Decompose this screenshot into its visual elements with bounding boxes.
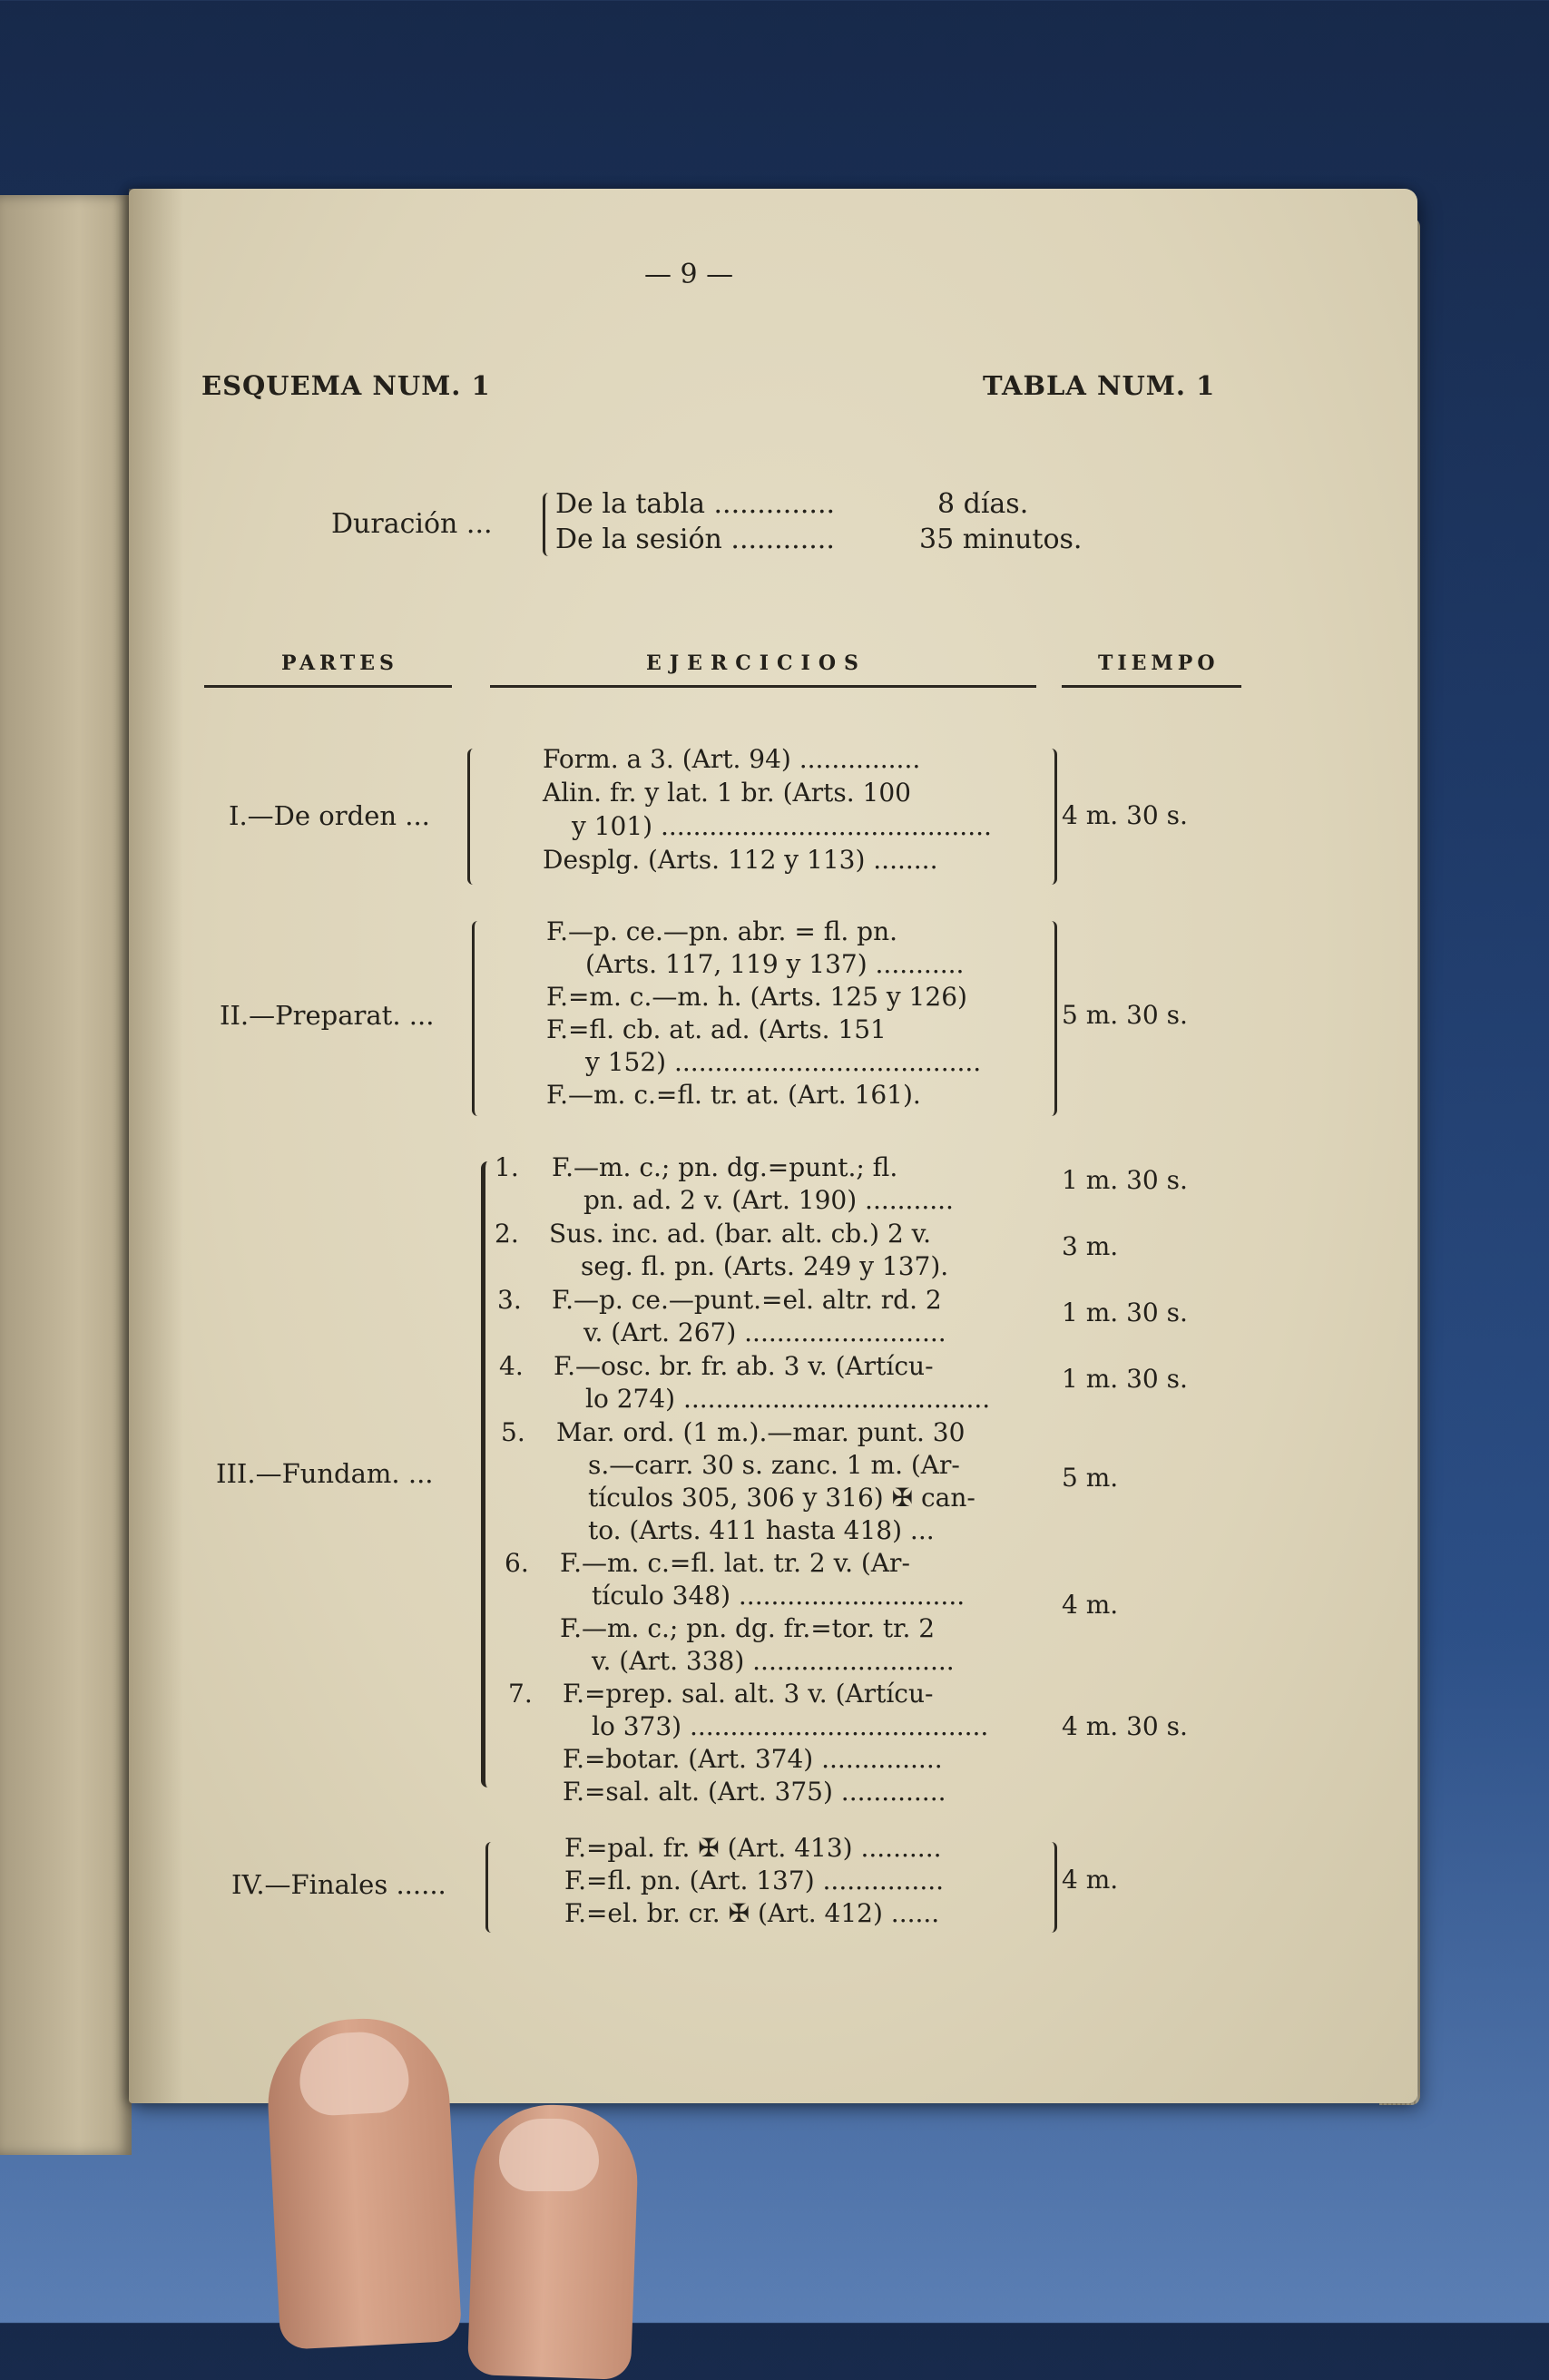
exercise-line: lo 373) .....................................: [592, 1711, 989, 1741]
exercise-line: F.=fl. cb. at. ad. (Arts. 151: [546, 1014, 887, 1044]
time-value: 1 m. 30 s.: [1062, 1165, 1188, 1195]
time-value: 4 m. 30 s.: [1062, 1711, 1188, 1741]
exercise-line: Form. a 3. (Art. 94) ...............: [543, 744, 921, 774]
item-number: 5.: [501, 1417, 525, 1447]
exercise-line: tículos 305, 306 y 316) ✠ can-: [588, 1483, 975, 1513]
exercise-line: F.—m. c.; pn. dg. fr.=tor. tr. 2: [560, 1613, 936, 1643]
time-value: 5 m.: [1062, 1463, 1119, 1493]
exercise-line: to. (Arts. 411 hasta 418) ...: [588, 1515, 935, 1545]
exercise-line: F.—p. ce.—pn. abr. = fl. pn.: [546, 916, 898, 946]
exercise-line: F.=m. c.—m. h. (Arts. 125 y 126): [546, 982, 967, 1012]
part-label: II.—Preparat. ...: [220, 1000, 435, 1031]
left-brace: [472, 921, 484, 1116]
item-number: 1.: [495, 1152, 519, 1182]
item-number: 7.: [508, 1679, 533, 1709]
exercise-line: (Arts. 117, 119 y 137) ...........: [585, 949, 965, 979]
exercise-line: seg. fl. pn. (Arts. 249 y 137).: [581, 1251, 949, 1281]
time-value: 3 m.: [1062, 1231, 1119, 1261]
rule-parts: [204, 685, 452, 688]
part-label: III.—Fundam. ...: [216, 1458, 434, 1489]
item-number: 2.: [495, 1219, 519, 1249]
exercise-line: F.—osc. br. fr. ab. 3 v. (Artícu-: [554, 1351, 934, 1381]
exercise-line: F.=el. br. cr. ✠ (Art. 412) ......: [564, 1898, 940, 1928]
duration-session-text: De la sesión ............: [555, 524, 835, 555]
right-brace: [1045, 1842, 1057, 1933]
exercise-line: Sus. inc. ad. (bar. alt. cb.) 2 v.: [549, 1219, 932, 1249]
exercise-line: F.—m. c.=fl. tr. at. (Art. 161).: [546, 1080, 921, 1110]
item-number: 3.: [497, 1285, 522, 1315]
exercise-line: y 101) .........................................: [572, 811, 992, 841]
left-brace: [481, 1161, 495, 1787]
column-header-parts: PARTES: [281, 651, 398, 675]
exercise-line: pn. ad. 2 v. (Art. 190) ...........: [583, 1185, 954, 1215]
part-label: IV.—Finales ......: [231, 1869, 446, 1900]
duration-label: Duración ...: [331, 508, 493, 540]
finger-nail: [499, 2119, 599, 2191]
exercise-line: Desplg. (Arts. 112 y 113) ........: [543, 845, 938, 875]
rule-exercises: [490, 685, 1036, 688]
exercise-line: tículo 348) ............................: [592, 1581, 966, 1611]
right-brace: [1045, 749, 1057, 885]
column-header-time: TIEMPO: [1098, 651, 1220, 675]
item-number: 6.: [505, 1548, 529, 1578]
exercise-line: F.—p. ce.—punt.=el. altr. rd. 2: [552, 1285, 942, 1315]
left-brace: [485, 1842, 497, 1933]
exercise-line: Mar. ord. (1 m.).—mar. punt. 30: [556, 1417, 966, 1447]
column-header-exercises: EJERCICIOS: [646, 651, 867, 675]
page-number: — 9 —: [644, 259, 734, 290]
time-value: 1 m. 30 s.: [1062, 1364, 1188, 1394]
exercise-line: F.=botar. (Art. 374) ...............: [563, 1744, 943, 1774]
left-brace: [467, 749, 479, 885]
exercise-line: F.=pal. fr. ✠ (Art. 413) ..........: [564, 1833, 942, 1863]
duration-table-value: 8 días.: [937, 488, 1029, 520]
left-page-edge: [0, 195, 132, 2155]
time-value: 4 m. 30 s.: [1062, 800, 1188, 830]
exercise-line: F.=sal. alt. (Art. 375) .............: [563, 1777, 946, 1807]
time-value: 1 m. 30 s.: [1062, 1298, 1188, 1327]
exercise-line: v. (Art. 267) .........................: [583, 1317, 946, 1347]
rule-time: [1062, 685, 1241, 688]
exercise-line: lo 274) ......................................: [585, 1384, 991, 1414]
exercise-line: y 152) ......................................: [585, 1047, 982, 1077]
time-value: 4 m.: [1062, 1590, 1119, 1620]
gutter-shadow: [129, 189, 183, 2103]
right-brace: [1045, 921, 1057, 1116]
exercise-line: s.—carr. 30 s. zanc. 1 m. (Ar-: [588, 1450, 960, 1480]
exercise-line: v. (Art. 338) .........................: [592, 1646, 955, 1676]
exercise-line: Alin. fr. y lat. 1 br. (Arts. 100: [543, 778, 911, 808]
book-page: [129, 189, 1417, 2103]
duration-table-text: De la tabla ..............: [555, 488, 836, 520]
exercise-line: F.=prep. sal. alt. 3 v. (Artícu-: [563, 1679, 934, 1709]
time-value: 4 m.: [1062, 1865, 1119, 1895]
part-label: I.—De orden ...: [229, 800, 430, 831]
duration-session-value: 35 minutos.: [919, 524, 1083, 555]
exercise-line: F.—m. c.; pn. dg.=punt.; fl.: [552, 1152, 898, 1182]
exercise-line: F.—m. c.=fl. lat. tr. 2 v. (Ar-: [560, 1548, 910, 1578]
exercise-line: F.=fl. pn. (Art. 137) ...............: [564, 1866, 945, 1895]
duration-brace: [543, 493, 554, 556]
item-number: 4.: [499, 1351, 524, 1381]
schema-header: ESQUEMA NUM. 1: [201, 370, 491, 401]
table-header: TABLA NUM. 1: [983, 370, 1216, 401]
time-value: 5 m. 30 s.: [1062, 1000, 1188, 1030]
